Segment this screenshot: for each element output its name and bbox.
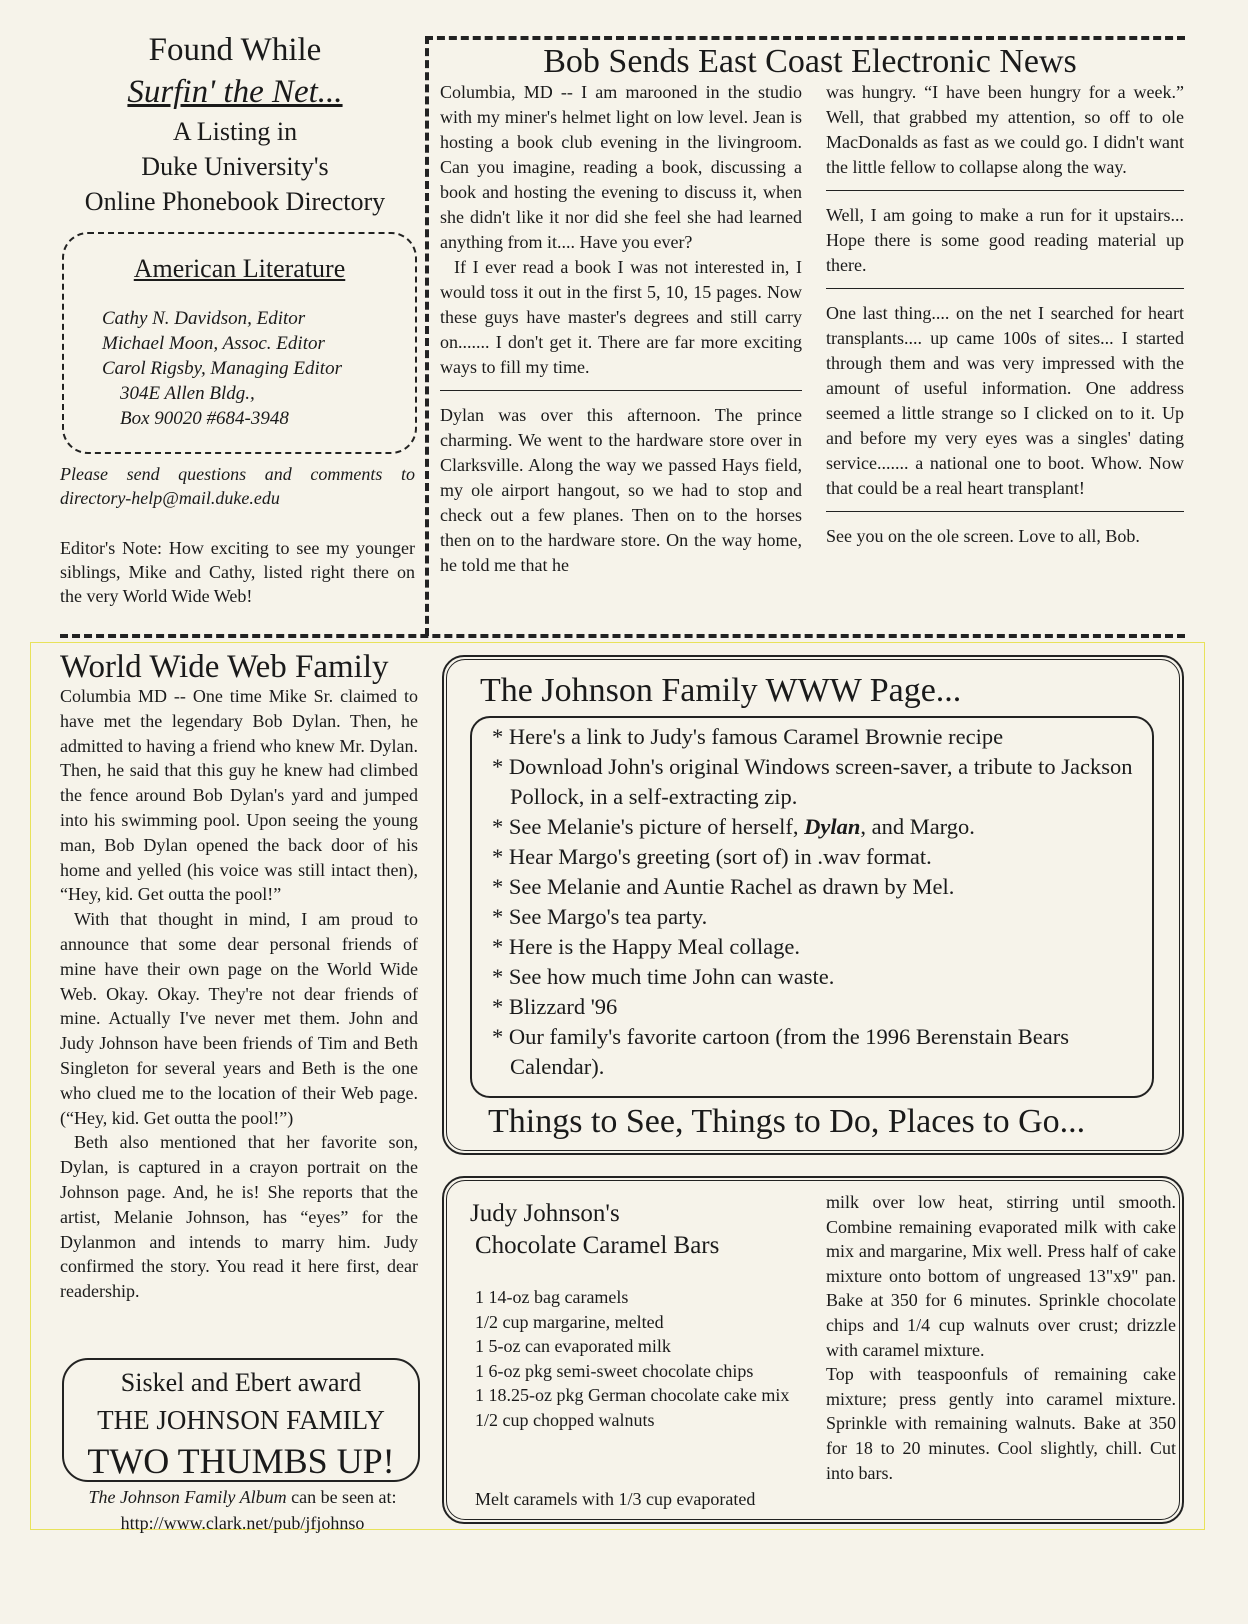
- recipe-title-line-1: Judy Johnson's: [470, 1200, 620, 1227]
- article-paragraph: If I ever read a book I was not interested in, I would toss it out in the first 5, 10, 15 pages. Now these guys have master's degrees and still carry on....... I don't get it. There are far more exciting ways to fill my time.: [440, 257, 802, 377]
- award-line-1: Siskel and Ebert award: [120, 1368, 362, 1397]
- article-paragraph: Beth also mentioned that her favorite son, Dylan, is captured in a crayon portrait on the Johnson page. And, he is! She reports that the artist, Melanie Johnson, has “eyes” for the Dylanmon and intends to marry him. Judy confirmed the story. You read it here first, dear readership.: [60, 1132, 418, 1302]
- contact-note: Please send questions and comments to directory-help@mail.duke.edu: [60, 464, 415, 508]
- divider: [826, 288, 1184, 289]
- www-family-article: [60, 684, 418, 1304]
- article-paragraph: Columbia, MD -- I am marooned in the studio with my miner's helmet light on low level. Jean is hosting a book club evening in the livingroom. Can you imagine, reading a book, discussing a book and hosting the evening to discuss it, when she didn't like it nor did she feel she had learned anything from it.... Have you ever?: [440, 82, 802, 252]
- recipe-instructions-start: Melt caramels with 1/3 cup evaporated: [475, 1489, 756, 1509]
- ingredient: 1 6-oz pkg semi-sweet chocolate chips: [475, 1360, 754, 1381]
- ingredient: 1/2 cup margarine, melted: [475, 1311, 664, 1332]
- ingredient: 1 5-oz can evaporated milk: [475, 1336, 671, 1356]
- bob-article-column-1: [440, 80, 802, 578]
- dashed-border-vertical: [425, 36, 429, 636]
- editor-line: Michael Moon, Assoc. Editor: [102, 333, 325, 354]
- johnson-link-list: [492, 722, 1142, 1082]
- recipe-title-line-2: Chocolate Caramel Bars: [475, 1232, 720, 1259]
- dylan-bold: Dylan: [804, 814, 861, 839]
- album-name: The Johnson Family Album: [88, 1487, 287, 1507]
- www-family-title: World Wide Web Family: [60, 649, 389, 685]
- ingredient: 1/2 cup chopped walnuts: [475, 1409, 655, 1430]
- recipe-ingredients: [475, 1285, 815, 1432]
- address-line: Box 90020 #684-3948: [120, 408, 289, 429]
- editor-line: Carol Rigsby, Managing Editor: [102, 358, 342, 379]
- award-line-3: TWO THUMBS UP!: [87, 1441, 395, 1481]
- article-paragraph: One last thing.... on the net I searched for heart transplants.... up came 100s of sites... I started through them and was very impressed with the amount of useful information. One address seemed a little strange so I clicked on to it. Up and before my very eyes was a singles' dating service....... a national one to boot. Whow. Now that could be a real heart transplant!: [826, 303, 1184, 498]
- list-item: * Download John's original Windows screen-saver, a tribute to Jackson Pollock, in a self-extracting zip.: [492, 754, 1133, 809]
- award-line-2: THE JOHNSON FAMILY: [97, 1405, 385, 1435]
- editors-note: Editor's Note: How exciting to see my younger siblings, Mike and Cathy, listed right there on the very World Wide Web!: [60, 538, 415, 606]
- article-paragraph: With that thought in mind, I am proud to announce that some dear personal friends of mine have their own page on the World Wide Web. Okay. Okay. They're not dear friends of mine. Actually I've never met them. John and Judy Johnson have been friends of Tim and Beth Singleton for several years and Beth is the one who clued me to the location of their Web page. (“Hey, kid. Get outta the pool!”): [60, 909, 418, 1128]
- list-item: * Blizzard '96: [492, 994, 618, 1019]
- american-literature-title: American Literature: [133, 254, 346, 283]
- list-item: * Here is the Happy Meal collage.: [492, 934, 801, 959]
- johnson-page-title: The Johnson Family WWW Page...: [480, 672, 962, 709]
- ingredient: 1 18.25-oz pkg German chocolate cake mix: [475, 1385, 790, 1405]
- divider: [826, 190, 1184, 191]
- list-item: * Our family's favorite cartoon (from the 1996 Berenstain Bears Calendar).: [492, 1024, 1070, 1079]
- instruction-paragraph: Top with teaspoonfuls of remaining cake mixture; press gently into caramel mixture. Sprinkle with remaining walnuts. Bake at 350 for 18 to 20 minutes. Cool slightly, chill. Cut into bars.: [826, 1364, 1176, 1483]
- divider: [826, 511, 1184, 512]
- list-item: * Here's a link to Judy's famous Caramel Brownie recipe: [492, 724, 1004, 749]
- list-item: * See Melanie and Auntie Rachel as drawn by Mel.: [492, 874, 955, 899]
- recipe-title: [470, 1198, 719, 1262]
- article-paragraph: was hungry. “I have been hungry for a week.” Well, that grabbed my attention, so off to ole MacDonalds as fast as we could go. I didn't want the little fellow to collapse along the way.: [826, 82, 1184, 177]
- editor-line: Cathy N. Davidson, Editor: [102, 308, 306, 329]
- american-literature-box: [62, 232, 417, 454]
- found-line-3: A Listing in: [172, 117, 298, 146]
- list-item-tail: , and Margo.: [860, 814, 975, 839]
- found-line-1: Found While: [148, 32, 322, 68]
- article-paragraph: Well, I am going to make a run for it upstairs... Hope there is some good reading material up there.: [826, 205, 1184, 275]
- album-url[interactable]: http://www.clark.net/pub/jfjohnso: [120, 1513, 365, 1533]
- siskel-ebert-award-box: [62, 1358, 420, 1482]
- list-item-text: * See Melanie's picture of herself,: [492, 814, 805, 839]
- article-paragraph: Dylan was over this afternoon. The prince charming. We went to the hardware store over in Clarksville. Along the way we passed Hays field, my ole airport hangout, so we had to stop and check out a few planes. Then on to the horses then on to the hardware store. On the way home, he told me that he: [440, 405, 802, 575]
- johnson-page-footer: Things to See, Things to Do, Places to Go...: [488, 1103, 1086, 1140]
- ingredient: 1 14-oz bag caramels: [475, 1287, 629, 1307]
- bob-article-column-2: [826, 80, 1184, 549]
- article-paragraph: Columbia MD -- One time Mike Sr. claimed to have met the legendary Bob Dylan. Then, he admitted to having a friend who knew Mr. Dylan. Then, he said that this guy he knew had climbed the fence around Bob Dylan's yard and jumped into his swimming pool. Upon seeing the young man, Bob Dylan opened the back door of his home and yelled (his voice was still intact then), “Hey, kid. Get outta the pool!”: [60, 686, 418, 905]
- found-while-surfing-heading: [40, 30, 430, 219]
- found-line-2: Surfin' the Net...: [127, 74, 343, 110]
- list-item: * See Margo's tea party.: [492, 904, 708, 929]
- list-item: * Hear Margo's greeting (sort of) in .wav format.: [492, 844, 932, 869]
- list-item: [492, 812, 1142, 842]
- divider: [440, 390, 802, 391]
- bob-article-title: Bob Sends East Coast Electronic News: [543, 43, 1077, 80]
- album-note: [50, 1484, 435, 1536]
- found-line-5: Online Phonebook Directory: [84, 187, 386, 216]
- list-item: * See how much time John can waste.: [492, 964, 835, 989]
- article-signoff: See you on the ole screen. Love to all, Bob.: [826, 526, 1140, 546]
- album-text: can be seen at:: [286, 1487, 397, 1507]
- recipe-instructions: [826, 1190, 1176, 1485]
- editor-list: [102, 306, 415, 431]
- dashed-border-horizontal: [60, 634, 1185, 638]
- found-line-4: Duke University's: [141, 152, 329, 181]
- instruction-paragraph: milk over low heat, stirring until smooth. Combine remaining evaporated milk with cake mix and margarine, Mix well. Press half of cake mixture onto bottom of ungreased 13"x9" pan. Bake at 350 for 6 minutes. Sprinkle chocolate chips and 1/4 cup walnuts over crust; drizzle with caramel mixture.: [826, 1192, 1176, 1360]
- address-line: 304E Allen Bldg.,: [120, 383, 255, 404]
- dashed-border-top: [425, 36, 1185, 40]
